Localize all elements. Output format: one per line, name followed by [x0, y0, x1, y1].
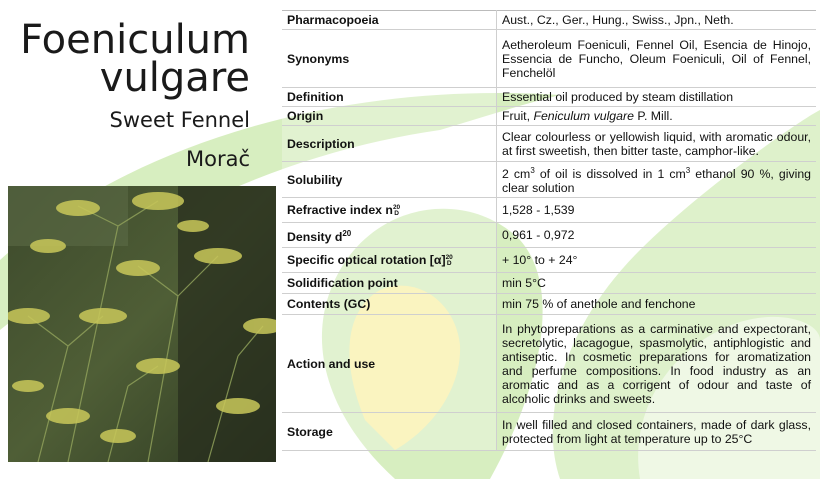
common-name: Sweet Fennel: [109, 108, 250, 132]
label-sup: 20: [445, 254, 453, 261]
solubility-sup: 3: [530, 166, 535, 175]
solubility-sup: 3: [685, 166, 691, 175]
row-value: Aetheroleum Foeniculi, Fennel Oil, Esencia de Hinojo, Essencia de Funcho, Oleum Foeniculi, Oil of Fennel, Fenchelöl: [497, 30, 817, 88]
row-label: [282, 198, 497, 223]
solubility-part: 2 cm: [502, 167, 531, 181]
origin-species: Feniculum vulgare: [533, 109, 634, 123]
table-row: [282, 248, 816, 273]
row-label: Solubility: [282, 162, 497, 198]
row-value: + 10° to + 24°: [497, 248, 817, 273]
table-row: [282, 11, 816, 30]
row-value: In well filled and closed containers, made of dark glass, protected from light at temperature up to 25°C: [497, 413, 817, 451]
latin-name-line2: vulgare: [99, 55, 250, 101]
row-value: min 75 % of anethole and fenchone: [497, 294, 817, 315]
row-label: [282, 223, 497, 248]
row-label: Storage: [282, 413, 497, 451]
row-label: Origin: [282, 107, 497, 126]
row-label: Action and use: [282, 315, 497, 413]
label-subsup: [446, 255, 453, 267]
row-value: min 5°C: [497, 273, 817, 294]
table-row: [282, 273, 816, 294]
table-row: [282, 88, 816, 107]
table-row: [282, 413, 816, 451]
label-subsup: [393, 205, 400, 217]
row-label: Definition: [282, 88, 497, 107]
label-sub: D: [446, 260, 452, 267]
table-row: [282, 126, 816, 162]
row-value: [497, 162, 817, 198]
table-row: [282, 162, 816, 198]
local-name: Morač: [185, 147, 250, 171]
row-label: Pharmacopoeia: [282, 11, 497, 30]
row-label: Description: [282, 126, 497, 162]
row-label: [282, 248, 497, 273]
origin-prefix: Fruit,: [502, 109, 534, 123]
table-row: [282, 223, 816, 248]
properties-table: [282, 10, 816, 451]
table-row: [282, 198, 816, 223]
label-text: Refractive index n: [287, 203, 393, 217]
row-label: Synonyms: [282, 30, 497, 88]
latin-name-line1: Foeniculum: [20, 17, 250, 63]
origin-suffix: P. Mill.: [633, 109, 673, 123]
row-value: Essential oil produced by steam distillation: [497, 88, 817, 107]
label-text: Specific optical rotation [α]: [287, 253, 446, 267]
table-row: [282, 315, 816, 413]
table-row: [282, 30, 816, 88]
label-sup: 20: [392, 204, 401, 211]
row-value: Clear colourless or yellowish liquid, with aromatic odour, at first sweetish, then bitter taste, camphor-like.: [497, 126, 817, 162]
label-sub: D: [394, 210, 399, 217]
row-label: Contents (GC): [282, 294, 497, 315]
solubility-part: ethanol 90 %, giving clear solution: [502, 167, 811, 195]
label-text: Density d: [287, 229, 343, 244]
row-value: In phytopreparations as a carminative and expectorant, secretolytic, lacagogue, spasmolytic, antiphlogistic and antiseptic. In cosmetic preparations for aromatization and perfume compositions. In food industry as an aromatic and as a corrigent of odour and taste of alcoholic drinks and sweets.: [497, 315, 817, 413]
solubility-part: of oil is dissolved in 1 cm: [534, 167, 686, 181]
fennel-plant-photo: [8, 186, 276, 462]
table-row: [282, 294, 816, 315]
table-row: [282, 107, 816, 126]
row-value: [497, 107, 817, 126]
row-value: Aust., Cz., Ger., Hung., Swiss., Jpn., Neth.: [497, 11, 817, 30]
row-label: Solidification point: [282, 273, 497, 294]
row-value: 1,528 - 1,539: [497, 198, 817, 223]
row-value: 0,961 - 0,972: [497, 223, 817, 248]
label-sup: 20: [342, 228, 352, 238]
